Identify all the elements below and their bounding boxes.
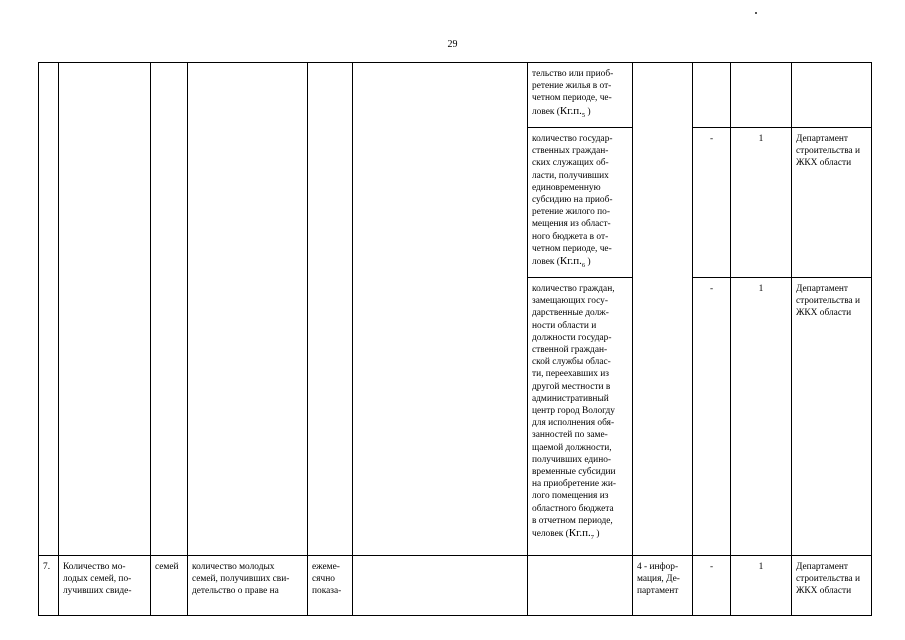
- cell-value: [731, 63, 792, 128]
- cell-responsible: Департамент строительства и ЖКХ области: [792, 128, 872, 278]
- scan-speck: [755, 12, 757, 14]
- table-row: [39, 556, 872, 616]
- cell-source: [633, 63, 693, 556]
- indicators-table: [38, 62, 872, 616]
- cell-value: 1: [731, 128, 792, 278]
- cell-definition: количество молодых семей, получивших сви- детельство о праве на: [188, 556, 308, 616]
- cell-dash: [693, 63, 731, 128]
- cell-dash: -: [693, 556, 731, 616]
- cell-name: [59, 63, 151, 556]
- formula: $Кг.п._6$: [559, 255, 586, 270]
- cell-indicator: количество граждан, замещающих госу- дарственные долж- ности области и должности государ- ственной граждан- ской службы облас- ти, переехавших из другой местности в административный центр город Вологду для исполнения обя- занностей по заме- щаемой должности, получивших едино- временные субсидии на приобретение жи- лого помещения из областного бюджета в отчетном периоде, человек ($Кг.п._7$ ): [528, 278, 633, 556]
- cell-responsible: Департамент строительства и ЖКХ области: [792, 556, 872, 616]
- cell-dash: -: [693, 278, 731, 556]
- formula: $Кг.п._7$: [568, 527, 595, 542]
- cell-method: [353, 63, 528, 556]
- cell-method: [353, 556, 528, 616]
- cell-value: 1: [731, 278, 792, 556]
- cell-number: [39, 63, 59, 556]
- cell-unit: [151, 63, 188, 556]
- formula: $Кг.п._5$: [559, 104, 586, 119]
- cell-dash: -: [693, 128, 731, 278]
- cell-indicator: [528, 556, 633, 616]
- cell-periodicity: [308, 63, 353, 556]
- cell-name: Количество мо- лодых семей, по- лучивших свиде-: [59, 556, 151, 616]
- table-row: [39, 63, 872, 128]
- cell-number: 7.: [39, 556, 59, 616]
- cell-value: 1: [731, 556, 792, 616]
- cell-indicator: количество государ- ственных граждан- ских служащих об- ласти, получивших единовременную субсидию на приоб- ретение жилого по- мещения из област- ного бюджета в от- четном периоде, че- ловек ($Кг.п._6$ ): [528, 128, 633, 278]
- cell-unit: семей: [151, 556, 188, 616]
- cell-periodicity: ежеме- сячно показа-: [308, 556, 353, 616]
- cell-source: 4 - инфор- мация, Де- партамент: [633, 556, 693, 616]
- cell-responsible: [792, 63, 872, 128]
- cell-responsible: Департамент строительства и ЖКХ области: [792, 278, 872, 556]
- cell-definition: [188, 63, 308, 556]
- page-number: 29: [447, 39, 458, 50]
- cell-indicator: тельство или приоб- ретение жилья в от- четном периоде, че- ловек ($Кг.п._5$ ): [528, 63, 633, 128]
